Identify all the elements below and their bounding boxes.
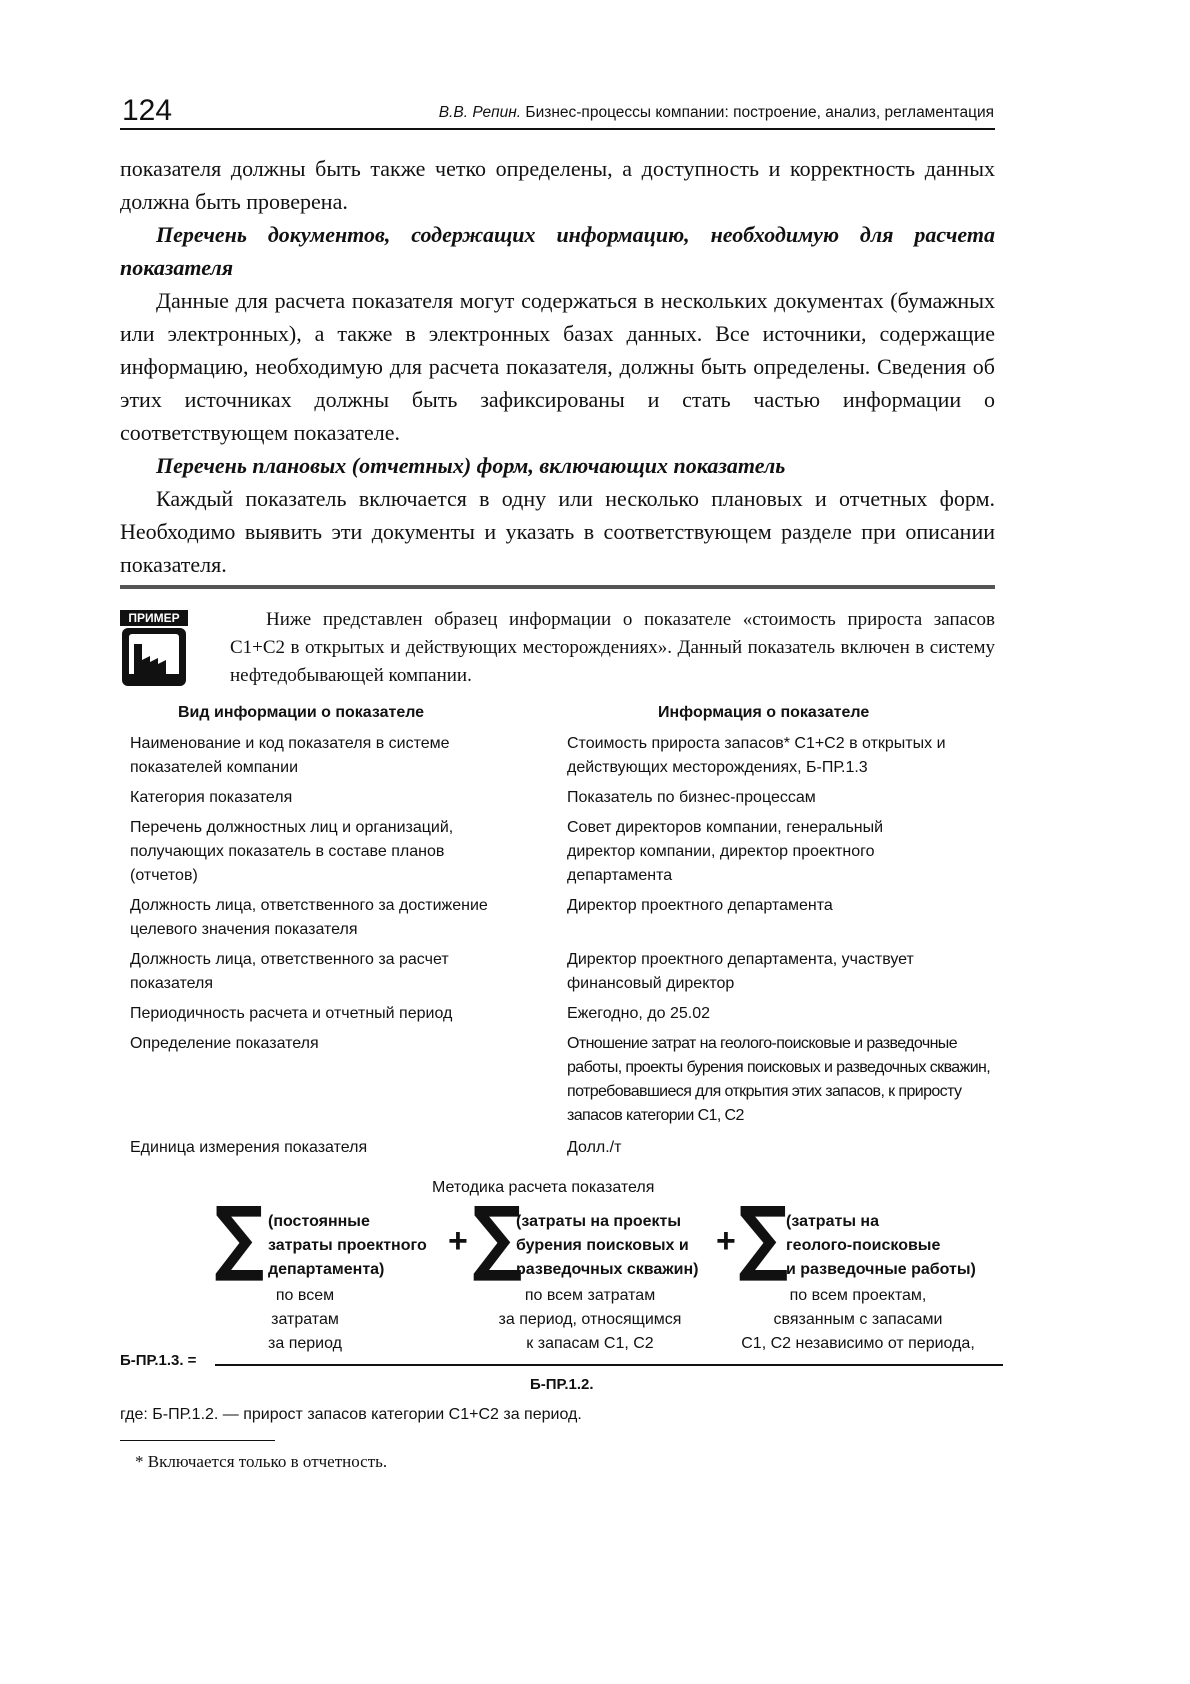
- sub-line: С1, С2 независимо от периода,: [741, 1335, 975, 1352]
- table-cell: Долл./т: [567, 1139, 622, 1156]
- example-badge: [120, 610, 188, 690]
- sub-line: связанным с запасами: [773, 1311, 943, 1328]
- section-divider: [120, 585, 995, 589]
- formula-term-subscript: [250, 1284, 360, 1356]
- table-cell: Директор проектного департамента, участвует финансовый директор: [567, 951, 914, 992]
- formula-term-expression: [786, 1210, 976, 1282]
- table-cell: Должность лица, ответственного за расчет показателя: [130, 951, 449, 992]
- subheading: Перечень плановых (отчетных) форм, включающих показатель: [156, 453, 786, 478]
- table-cell: Наименование и код показателя в системе показателей компании: [130, 735, 450, 776]
- paragraph: показателя должны быть также четко определены, а доступность и корректность данных должна быть проверена.: [120, 156, 995, 214]
- author: В.В. Репин.: [438, 104, 522, 121]
- expr-line: (постоянные: [268, 1213, 370, 1230]
- formula-term-subscript: [470, 1284, 710, 1356]
- table-cell: Определение показателя: [130, 1035, 319, 1052]
- table-cell: Единица измерения показателя: [130, 1139, 368, 1156]
- formula-term-subscript: [722, 1284, 994, 1356]
- formula-term-expression: [516, 1210, 698, 1282]
- expr-line: (затраты на: [786, 1213, 879, 1230]
- sub-line: по всем: [275, 1287, 335, 1304]
- table-cell: Совет директоров компании, генеральный директор компании, директор проектного департамента: [567, 819, 884, 884]
- expr-line: и разведочные работы): [786, 1261, 976, 1278]
- formula-denominator: Б-ПР.1.2.: [530, 1376, 594, 1393]
- sub-line: по всем проектам,: [789, 1287, 927, 1304]
- body-text: [120, 152, 995, 581]
- formula-term-expression: [268, 1210, 427, 1282]
- book-title: Бизнес-процессы компании: построение, анализ, регламентация: [521, 104, 994, 121]
- header-rule: [120, 128, 995, 130]
- formula-title: Методика расчета показателя: [432, 1179, 655, 1196]
- table-cell: Перечень должностных лиц и организаций, получающих показатель в составе планов (отчетов): [130, 819, 454, 884]
- example-text: Ниже представлен образец информации о показателе «стоимость прироста запасов С1+С2 в открытых и действующих месторождениях». Данный показатель включен в систему нефтедобывающей компании.: [230, 609, 995, 686]
- formula-lhs: Б-ПР.1.3. =: [120, 1352, 197, 1369]
- footnote: * Включается только в отчетность.: [135, 1452, 388, 1471]
- table-cell: Категория показателя: [130, 789, 293, 806]
- factory-icon: [120, 626, 188, 688]
- running-header: [439, 104, 994, 122]
- page-number: 124: [122, 94, 173, 127]
- sub-line: за период, относящимся: [498, 1311, 682, 1328]
- sigma-symbol: ∑: [214, 1190, 265, 1285]
- table-cell: Показатель по бизнес-процессам: [567, 789, 816, 806]
- table-cell: Должность лица, ответственного за достижение целевого значения показателя: [130, 897, 488, 938]
- expr-line: затраты проектного: [268, 1237, 427, 1254]
- sigma-symbol: ∑: [472, 1190, 523, 1285]
- expr-line: геолого-поисковые: [786, 1237, 941, 1254]
- expr-line: бурения поисковых и: [516, 1237, 689, 1254]
- sigma-symbol: ∑: [738, 1190, 789, 1285]
- table-cell: Директор проектного департамента: [567, 897, 833, 914]
- plus-sign: +: [716, 1222, 736, 1260]
- table-cell: Периодичность расчета и отчетный период: [130, 1005, 453, 1022]
- table-header-left: Вид информации о показателе: [178, 704, 425, 721]
- sub-line: затратам: [271, 1311, 339, 1328]
- paragraph: Данные для расчета показателя могут содержаться в нескольких документах (бумажных или электронных), а также в электронных базах данных. Все источники, содержащие информацию, необходимую для расчета показателя, должны быть определены. Сведения об этих источниках должны быть зафиксированы и стать частью информации о соответствующем показателе.: [120, 288, 995, 445]
- plus-sign: +: [448, 1222, 468, 1260]
- sub-line: к запасам С1, С2: [526, 1335, 654, 1352]
- table-cell: Ежегодно, до 25.02: [567, 1005, 710, 1022]
- expr-line: (затраты на проекты: [516, 1213, 682, 1230]
- expr-line: разведочных скважин): [516, 1261, 699, 1278]
- sub-line: по всем затратам: [524, 1287, 656, 1304]
- formula-where: где: Б-ПР.1.2. — прирост запасов категории С1+С2 за период.: [120, 1406, 582, 1423]
- table-cell: Стоимость прироста запасов* С1+С2 в открытых и действующих месторождениях, Б-ПР.1.3: [567, 735, 946, 776]
- paragraph: Каждый показатель включается в одну или несколько плановых и отчетных форм. Необходимо выявить эти документы и указать в соответствующем разделе при описании показателя.: [120, 486, 995, 577]
- table-header-right: Информация о показателе: [658, 704, 870, 721]
- sub-line: за период: [268, 1335, 342, 1352]
- badge-label: ПРИМЕР: [120, 610, 188, 626]
- subheading: Перечень документов, содержащих информацию, необходимую для расчета показателя: [120, 222, 995, 280]
- fraction-bar: [215, 1364, 1003, 1366]
- table-cell: Отношение затрат на геолого-поисковые и разведочные работы, проекты бурения поисковых и разведочных скважин, потребовавшиеся для открытия этих запасов, к приросту запасов категории С1, С2: [567, 1035, 991, 1124]
- footnote-rule: [120, 1440, 275, 1441]
- expr-line: департамента): [268, 1261, 385, 1278]
